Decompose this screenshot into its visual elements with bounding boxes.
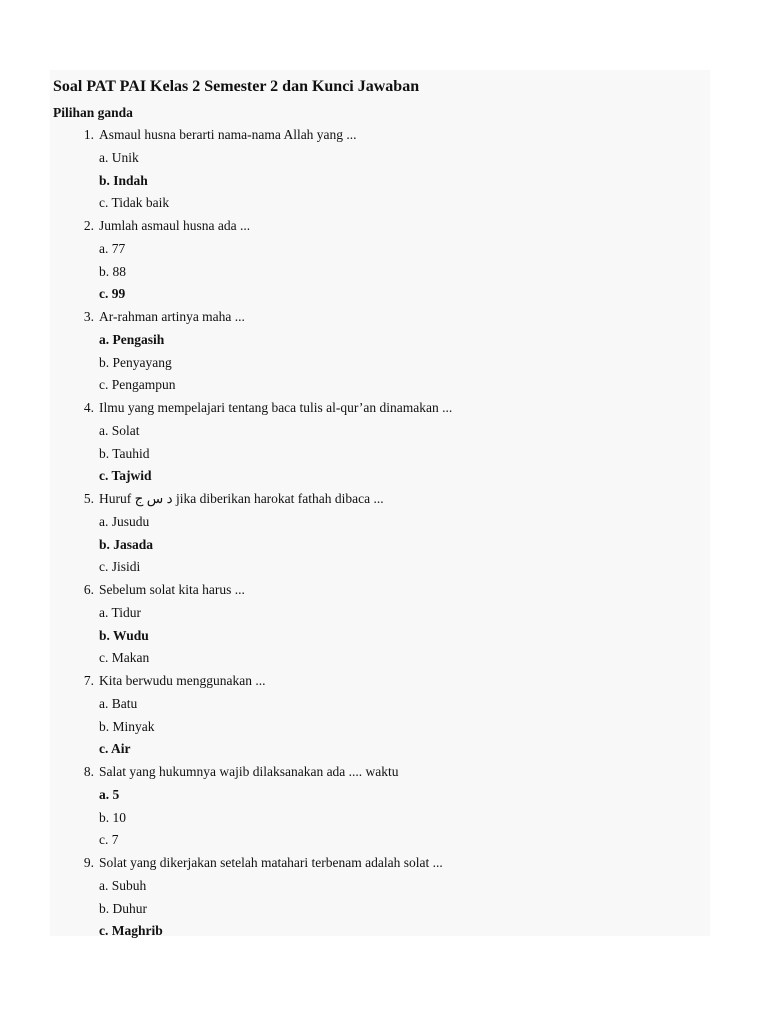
- question-number: 4.: [83, 400, 94, 415]
- answer-option-correct: c. Tajwid: [99, 468, 152, 484]
- question-text: Asmaul husna berarti nama-nama Allah yang ...: [99, 127, 357, 142]
- section-heading: Pilihan ganda: [53, 105, 133, 120]
- answer-option-correct: c. Air: [99, 741, 131, 757]
- question-text: Ilmu yang mempelajari tentang baca tulis al-qur’an dinamakan ...: [99, 400, 453, 415]
- answer-option-correct: b. Wudu: [99, 627, 149, 643]
- answer-option-correct: a. Pengasih: [99, 331, 165, 347]
- answer-option: c. Jisidi: [99, 559, 141, 575]
- answer-option: a. 77: [99, 240, 126, 256]
- question-number: 5.: [83, 491, 94, 506]
- answer-option: b. 10: [99, 809, 126, 825]
- answer-option-correct: c. 99: [99, 286, 126, 302]
- answer-option: a. Subuh: [99, 877, 147, 893]
- question-number: 7.: [83, 673, 94, 688]
- question-number: 6.: [83, 582, 94, 597]
- answer-option: a. Tidur: [99, 604, 142, 620]
- question-number: 3.: [83, 309, 94, 324]
- answer-option: b. Penyayang: [99, 354, 172, 370]
- question-number: 2.: [83, 218, 94, 233]
- answer-option: a. Jusudu: [99, 513, 150, 529]
- question-text: Jumlah asmaul husna ada ...: [99, 218, 251, 233]
- answer-option-correct: b. Jasada: [99, 536, 154, 552]
- document-title: Soal PAT PAI Kelas 2 Semester 2 dan Kunci Jawaban: [53, 78, 420, 95]
- answer-option: c. Tidak baik: [99, 195, 170, 211]
- question-number: 8.: [83, 764, 94, 779]
- answer-option-correct: c. Maghrib: [99, 923, 163, 939]
- question-text: Solat yang dikerjakan setelah matahari terbenam adalah solat ...: [99, 855, 443, 870]
- question-text: Salat yang hukumnya wajib dilaksanakan ada .... waktu: [99, 764, 399, 779]
- question-text: Ar-rahman artinya maha ...: [99, 309, 245, 324]
- answer-option-correct: a. 5: [99, 786, 120, 802]
- answer-option: c. Pengampun: [99, 377, 176, 393]
- answer-option: b. Minyak: [99, 718, 155, 734]
- answer-option: a. Batu: [99, 695, 138, 711]
- question-text: Kita berwudu menggunakan ...: [99, 673, 266, 688]
- question-text: Sebelum solat kita harus ...: [99, 582, 245, 597]
- answer-option: b. 88: [99, 263, 126, 279]
- answer-option-correct: b. Indah: [99, 172, 148, 188]
- answer-option: c. Makan: [99, 650, 150, 666]
- question-number: 1.: [83, 127, 94, 142]
- question-number: 9.: [83, 855, 94, 870]
- answer-option: b. Duhur: [99, 900, 147, 916]
- answer-option: b. Tauhid: [99, 445, 150, 461]
- answer-option: a. Solat: [99, 422, 140, 438]
- answer-option: a. Unik: [99, 149, 139, 165]
- answer-option: c. 7: [99, 832, 119, 848]
- question-text: Huruf د س ج jika diberikan harokat fathah dibaca ...: [99, 491, 384, 506]
